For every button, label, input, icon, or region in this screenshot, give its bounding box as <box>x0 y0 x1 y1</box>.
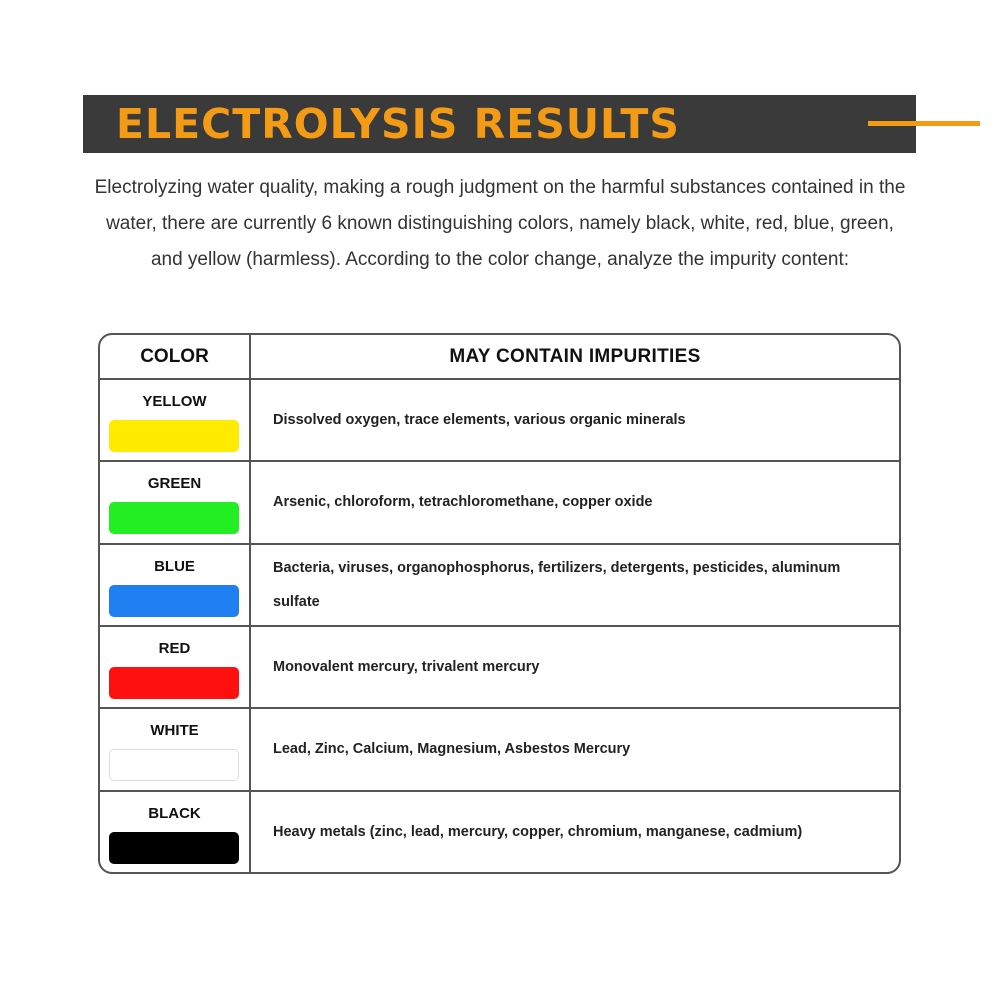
color-cell <box>100 709 251 789</box>
table-row-green <box>100 462 899 544</box>
page-title: ELECTROLYSIS RESULTS <box>116 100 680 148</box>
color-swatch <box>109 502 239 534</box>
color-swatch <box>109 749 239 781</box>
color-cell <box>100 380 251 460</box>
color-swatch <box>109 585 239 617</box>
table-row-blue <box>100 545 899 627</box>
results-table <box>98 333 901 874</box>
impurities-cell: Lead, Zinc, Calcium, Magnesium, Asbestos Mercury <box>273 741 631 758</box>
color-swatch <box>109 420 239 452</box>
color-swatch <box>109 667 239 699</box>
color-name: WHITE <box>150 722 199 740</box>
table-row-yellow <box>100 380 899 462</box>
color-cell <box>100 792 251 872</box>
impurities-cell: Bacteria, viruses, organophosphorus, fertilizers, detergents, pesticides, aluminum sulfate <box>273 559 841 610</box>
impurities-cell: Heavy metals (zinc, lead, mercury, copper, chromium, manganese, cadmium) <box>273 823 803 840</box>
color-name: GREEN <box>147 475 202 493</box>
table-row-white <box>100 709 899 791</box>
color-name: RED <box>158 639 191 657</box>
title-accent-line <box>868 121 980 126</box>
color-name: BLUE <box>154 557 195 575</box>
table-row-black <box>100 792 899 872</box>
color-name: BLACK <box>148 804 201 822</box>
table-row-red <box>100 627 899 709</box>
header-impurities: MAY CONTAIN IMPURITIES <box>449 345 701 367</box>
impurities-cell: Monovalent mercury, trivalent mercury <box>273 659 540 676</box>
color-cell <box>100 545 251 625</box>
title-banner <box>83 95 916 153</box>
color-cell <box>100 462 251 542</box>
intro-paragraph: Electrolyzing water quality, making a rough judgment on the harmful substances contained in the water, there are currently 6 known distinguishing colors, namely black, white, red, blue, green, and yellow (harmless). According to the color change, analyze the impurity content: <box>94 177 906 270</box>
header-color: COLOR <box>100 335 251 378</box>
impurities-cell: Dissolved oxygen, trace elements, various organic minerals <box>273 412 686 429</box>
impurities-cell: Arsenic, chloroform, tetrachloromethane, copper oxide <box>273 494 653 511</box>
table-body <box>100 380 899 872</box>
color-cell <box>100 627 251 707</box>
color-swatch <box>109 832 239 864</box>
table-header <box>100 335 899 380</box>
color-name: YELLOW <box>142 393 207 410</box>
